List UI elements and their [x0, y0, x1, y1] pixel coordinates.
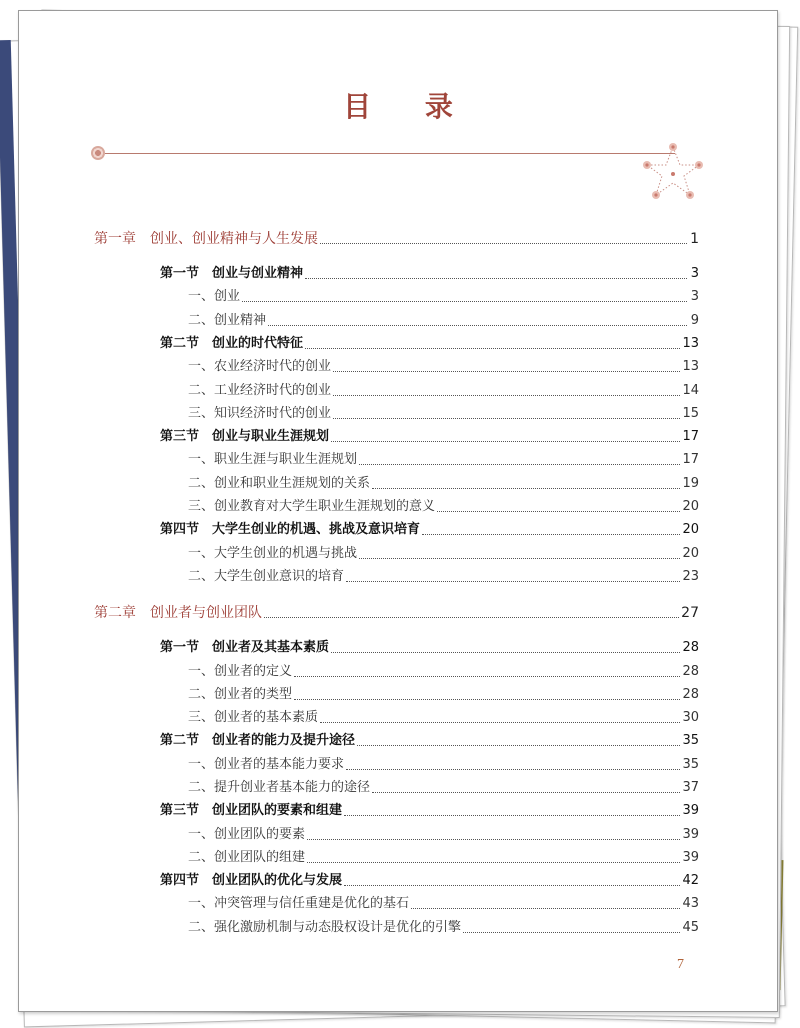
dot-leader: [437, 511, 680, 512]
toc-entry-label: 第一章 创业、创业精神与人生发展: [94, 231, 318, 247]
dot-leader: [307, 839, 680, 840]
toc-entry-page: 14: [682, 383, 699, 398]
toc-entry-label: 第一节 创业者及其基本素质: [160, 640, 330, 655]
page-number: 7: [677, 957, 684, 972]
dot-leader: [333, 371, 680, 372]
toc-item-entry[interactable]: [188, 778, 699, 798]
dot-leader: [333, 418, 680, 419]
dot-leader: [333, 395, 680, 396]
toc-entry-page: 35: [682, 733, 699, 748]
toc-entry-label: 第二章 创业者与创业团队: [94, 605, 262, 621]
toc-section-entry[interactable]: [160, 334, 699, 354]
toc-entry-page: 17: [682, 429, 699, 444]
ornament-line: [105, 153, 675, 154]
dot-leader: [320, 243, 687, 244]
toc-entry-label: 三、知识经济时代的创业: [188, 406, 332, 421]
title-ornament-rule: [91, 141, 701, 201]
toc-entry-label: 一、冲突管理与信任重建是优化的基石: [188, 896, 410, 911]
dot-leader: [372, 792, 680, 793]
toc-entry-label: 第二节 创业的时代特征: [160, 336, 304, 351]
toc-entry-label: 一、创业团队的要素: [188, 827, 306, 842]
page-title: 目 录: [343, 90, 475, 123]
toc-entry-page: 28: [682, 664, 699, 679]
toc-item-entry[interactable]: [188, 848, 699, 868]
toc-item-entry[interactable]: [188, 381, 699, 401]
toc-item-entry[interactable]: [188, 357, 699, 377]
toc-entry-label: 第三节 创业团队的要素和组建: [160, 803, 343, 818]
dot-leader: [294, 676, 680, 677]
toc-item-entry[interactable]: [188, 404, 699, 424]
toc-entry-page: 43: [682, 896, 699, 911]
toc-entry-label: 一、创业者的定义: [188, 664, 293, 679]
toc-item-entry[interactable]: [188, 474, 699, 494]
toc-entry-page: 20: [682, 499, 699, 514]
dot-leader: [359, 558, 680, 559]
toc-item-entry[interactable]: [188, 918, 699, 938]
toc-entry-page: 3: [690, 289, 699, 304]
toc-entry-page: 19: [682, 476, 699, 491]
toc-section-entry[interactable]: [160, 520, 699, 540]
toc-item-entry[interactable]: [188, 685, 699, 705]
dot-leader: [411, 908, 680, 909]
toc-entry-page: 15: [682, 406, 699, 421]
dot-leader: [268, 325, 687, 326]
dot-leader: [264, 617, 679, 618]
toc-item-entry[interactable]: [188, 567, 699, 587]
toc-entry-page: 37: [682, 780, 699, 795]
toc-section-entry[interactable]: [160, 427, 699, 447]
toc-item-entry[interactable]: [188, 544, 699, 564]
toc-entry-label: 第一节 创业与创业精神: [160, 266, 304, 281]
toc-entry-page: 23: [682, 569, 699, 584]
dot-leader: [242, 301, 687, 302]
toc-entry-page: 45: [682, 920, 699, 935]
toc-item-entry[interactable]: [188, 825, 699, 845]
dot-leader: [305, 348, 680, 349]
toc-entry-label: 三、创业教育对大学生职业生涯规划的意义: [188, 499, 436, 514]
toc-entry-page: 39: [682, 850, 699, 865]
dot-leader: [346, 581, 680, 582]
dot-leader: [294, 699, 680, 700]
toc-entry-label: 一、大学生创业的机遇与挑战: [188, 546, 358, 561]
toc-item-entry[interactable]: [188, 287, 699, 307]
toc-entry-page: 30: [682, 710, 699, 725]
toc-entry-label: 二、创业者的类型: [188, 687, 293, 702]
toc-entry-page: 3: [690, 266, 699, 281]
toc-entry-page: 13: [682, 336, 699, 351]
toc-entry-label: 一、职业生涯与职业生涯规划: [188, 452, 358, 467]
dot-leader: [422, 534, 680, 535]
toc-entry-page: 28: [682, 640, 699, 655]
dot-leader: [357, 745, 680, 746]
toc-entry-page: 42: [682, 873, 699, 888]
toc-entry-label: 第三节 创业与职业生涯规划: [160, 429, 330, 444]
toc-section-entry[interactable]: [160, 638, 699, 658]
toc-item-entry[interactable]: [188, 755, 699, 775]
toc-item-entry[interactable]: [188, 662, 699, 682]
toc-item-entry[interactable]: [188, 311, 699, 331]
toc-chapter-entry[interactable]: [94, 603, 699, 623]
toc-entry-label: 三、创业者的基本素质: [188, 710, 319, 725]
toc-entry-label: 二、强化激励机制与动态股权设计是优化的引擎: [188, 920, 462, 935]
dot-leader: [463, 932, 680, 933]
toc-entry-page: 9: [690, 313, 699, 328]
toc-entry-page: 28: [682, 687, 699, 702]
dot-leader: [346, 769, 680, 770]
dot-leader: [320, 722, 680, 723]
toc-entry-label: 二、工业经济时代的创业: [188, 383, 332, 398]
ornament-dot-icon: [91, 146, 105, 160]
dot-leader: [305, 278, 687, 279]
toc-entry-page: 27: [681, 605, 699, 621]
toc-section-entry[interactable]: [160, 871, 699, 891]
toc-entry-label: 第四节 大学生创业的机遇、挑战及意识培育: [160, 522, 421, 537]
toc-entry-label: 一、创业者的基本能力要求: [188, 757, 345, 772]
dot-leader: [331, 441, 680, 442]
dot-leader: [331, 652, 680, 653]
dot-leader: [372, 488, 680, 489]
toc-entry-label: 第二节 创业者的能力及提升途径: [160, 733, 356, 748]
toc-item-entry[interactable]: [188, 450, 699, 470]
toc-item-entry[interactable]: [188, 708, 699, 728]
toc-entry-label: 二、创业精神: [188, 313, 267, 328]
toc-entry-page: 35: [682, 757, 699, 772]
toc-entry-page: 20: [682, 522, 699, 537]
toc-entry-label: 二、提升创业者基本能力的途径: [188, 780, 371, 795]
toc-entry-label: 一、农业经济时代的创业: [188, 359, 332, 374]
toc-section-entry[interactable]: [160, 264, 699, 284]
toc-chapter-entry[interactable]: [94, 229, 699, 249]
dot-leader: [344, 815, 680, 816]
toc-entry-page: 39: [682, 827, 699, 842]
toc-section-entry[interactable]: [160, 801, 699, 821]
toc-page: [18, 10, 778, 1012]
toc-entry-page: 20: [682, 546, 699, 561]
toc-entry-label: 二、大学生创业意识的培育: [188, 569, 345, 584]
toc-item-entry[interactable]: [188, 497, 699, 517]
toc-entry-label: 二、创业和职业生涯规划的关系: [188, 476, 371, 491]
toc-entry-page: 39: [682, 803, 699, 818]
dot-leader: [307, 862, 680, 863]
toc-entry-label: 二、创业团队的组建: [188, 850, 306, 865]
toc-entry-label: 第四节 创业团队的优化与发展: [160, 873, 343, 888]
toc-entry-label: 一、创业: [188, 289, 241, 304]
dot-leader: [359, 464, 680, 465]
toc-item-entry[interactable]: [188, 894, 699, 914]
flower-star-ornament-icon: [643, 141, 703, 201]
toc-entry-page: 1: [690, 231, 699, 247]
toc-entry-page: 13: [682, 359, 699, 374]
toc-entry-page: 17: [682, 452, 699, 467]
dot-leader: [344, 885, 680, 886]
toc-section-entry[interactable]: [160, 731, 699, 751]
